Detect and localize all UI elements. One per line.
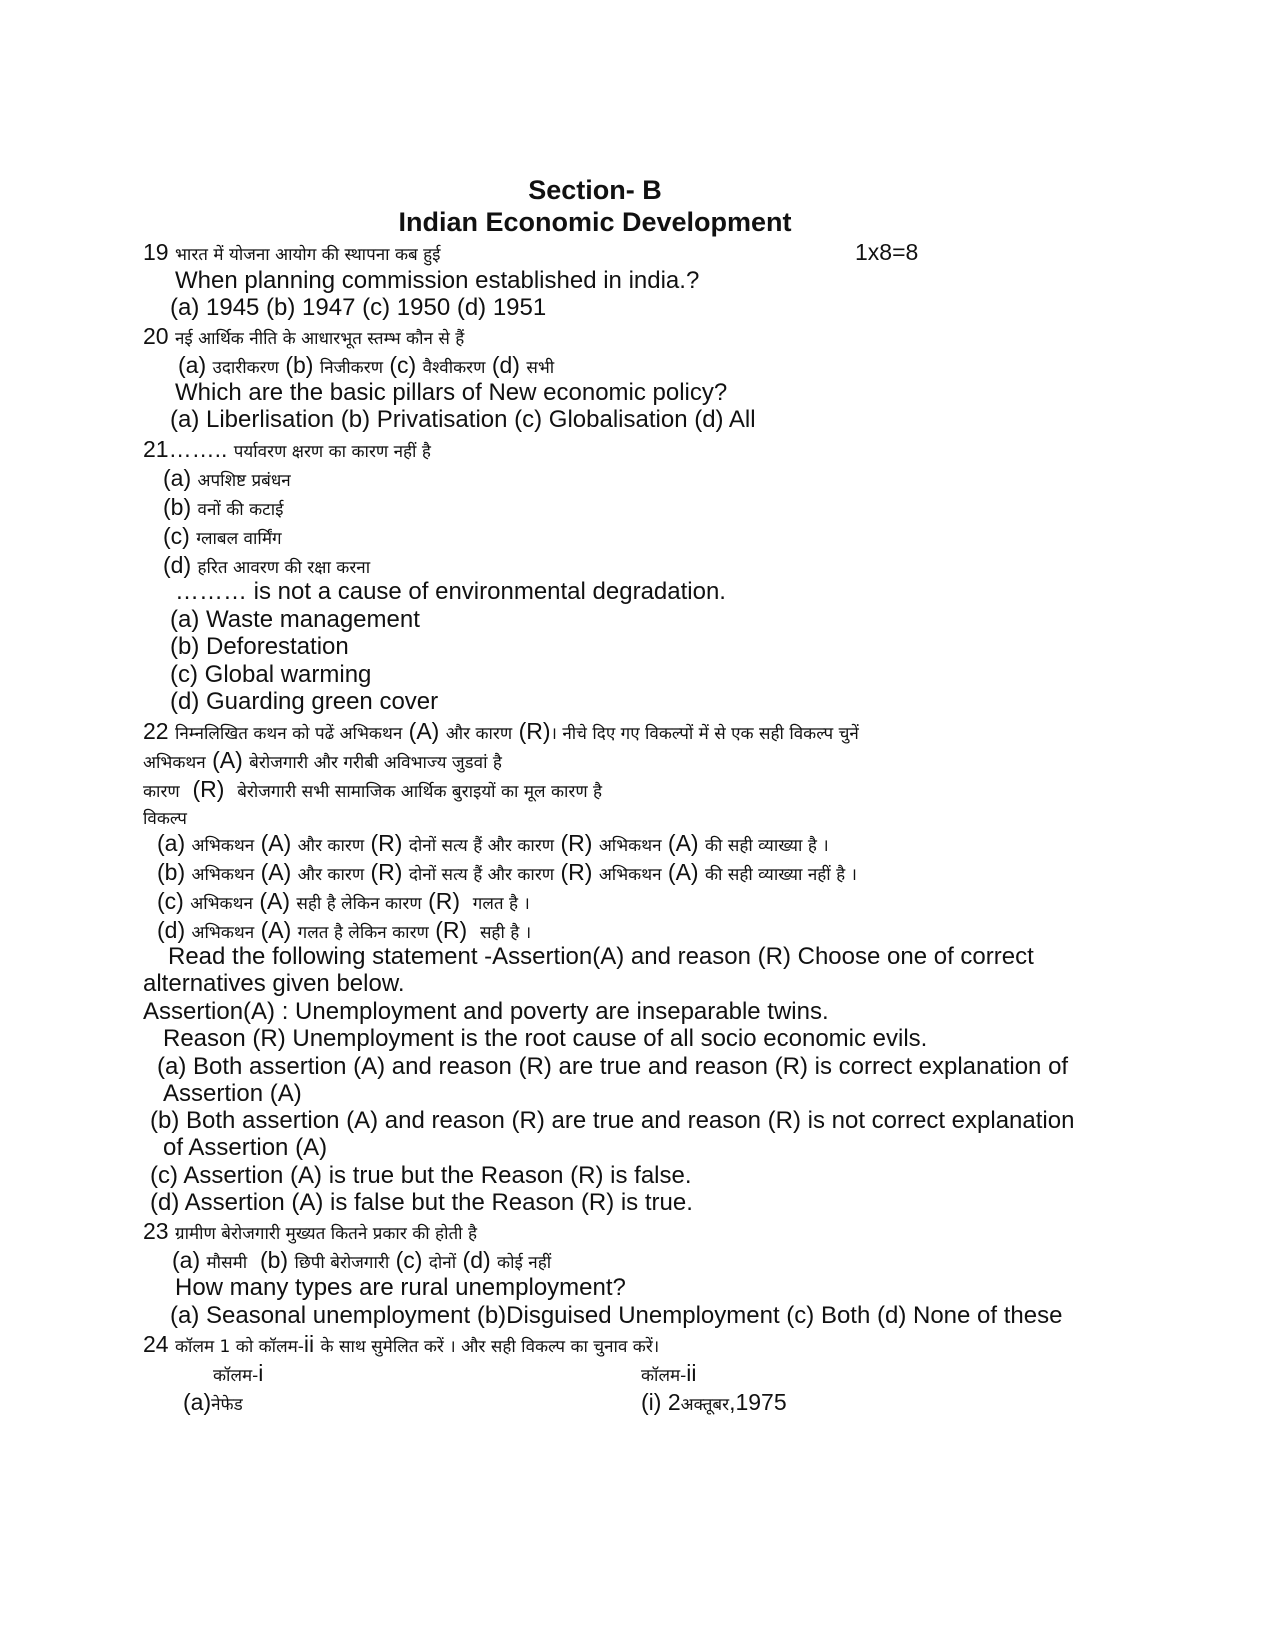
q22-hindi-option-d: (d) अभिकथन (A) गलत है लेकिन कारण (R) सही है ।: [157, 917, 532, 943]
q22-option-c: (c) Assertion (A) is true but the Reason (R) is false.: [150, 1162, 692, 1189]
q22-hindi-assertion: अभिकथन (A) बेरोजगारी और गरीबी अविभाज्य जुडवां है: [143, 747, 502, 773]
q22-option-b-line2: of Assertion (A): [163, 1134, 328, 1161]
q21-hindi-option-a: (a) अपशिष्ट प्रबंधन: [163, 465, 291, 491]
q23-hindi-options: (a) मौसमी (b) छिपी बेरोजगारी (c) दोनों (d) कोई नहीं: [172, 1247, 552, 1273]
q24-row-1-right: (i) 2अक्तूबर,1975: [641, 1389, 787, 1415]
q24-hindi: 24 कॉलम 1 को कॉलम-ii के साथ सुमेलित करें । और सही विकल्प का चुनाव करें।: [143, 1331, 660, 1357]
question-number: 23: [143, 1218, 169, 1244]
q21-hindi-option-c: (c) ग्लाबल वार्मिंग: [163, 523, 282, 549]
q21-english: ……… is not a cause of environmental degradation.: [175, 578, 726, 605]
q21-option-a: (a) Waste management: [170, 606, 420, 633]
q22-english-assertion: Assertion(A) : Unemployment and poverty are inseparable twins.: [143, 998, 829, 1025]
q23-options: (a) Seasonal unemployment (b)Disguised Unemployment (c) Both (d) None of these: [170, 1302, 1063, 1329]
q21-option-c: (c) Global warming: [170, 661, 372, 688]
q22-english-reason: Reason (R) Unemployment is the root cause of all socio economic evils.: [163, 1025, 928, 1052]
question-number: 22: [143, 718, 169, 744]
q19-hindi: [143, 238, 441, 269]
question-text-hindi: नई आर्थिक नीति के आधारभूत स्तम्भ कौन से हैं: [174, 329, 465, 349]
q19-english: When planning commission established in india.?: [175, 267, 700, 294]
q22-hindi-option-a: (a) अभिकथन (A) और कारण (R) दोनों सत्य हैं और कारण (R) अभिकथन (A) की सही व्याख्या है ।: [157, 830, 829, 856]
q19-options: (a) 1945 (b) 1947 (c) 1950 (d) 1951: [170, 294, 547, 321]
q22-english-intro-1: Read the following statement -Assertion(A) and reason (R) Choose one of correct: [168, 943, 1034, 970]
q20-options: (a) Liberlisation (b) Privatisation (c) Globalisation (d) All: [170, 406, 756, 433]
q22-hindi-option-b: (b) अभिकथन (A) और कारण (R) दोनों सत्य हैं और कारण (R) अभिकथन (A) की सही व्याख्या नहीं है ।: [157, 859, 857, 885]
question-number: 20: [143, 323, 169, 349]
question-text-hindi: भारत में योजना आयोग की स्थापना कब हुई: [174, 245, 441, 265]
question-text-hindi: ग्रामीण बेरोजगारी मुख्यत कितने प्रकार की होती है: [174, 1224, 478, 1244]
q21-hindi-option-d: (d) हरित आवरण की रक्षा करना: [163, 552, 371, 578]
column-2-header: कॉलम-ii: [641, 1360, 697, 1386]
column-1-header: कॉलम-i: [213, 1360, 264, 1386]
q23-english: How many types are rural unemployment?: [175, 1274, 626, 1301]
question-text-hindi: पर्यावरण क्षरण का कारण नहीं है: [233, 442, 431, 462]
question-number: 21: [143, 436, 169, 462]
question-number: 19: [143, 239, 169, 265]
q20-hindi-options: (a) उदारीकरण (b) निजीकरण (c) वैश्वीकरण (d) सभी: [178, 352, 555, 378]
q24-row-1-left: (a)नेफेड: [183, 1389, 243, 1415]
marks-label: 1x8=8: [855, 239, 919, 265]
q22-english-intro-2: alternatives given below.: [143, 970, 405, 997]
q22-hindi-reason: कारण (R) बेरोजगारी सभी सामाजिक आर्थिक बुराइयों का मूल कारण है: [143, 776, 603, 802]
q22-option-a-line2: Assertion (A): [163, 1080, 302, 1107]
q21-option-b: (b) Deforestation: [170, 633, 349, 660]
q21-hindi-option-b: (b) वनों की कटाई: [163, 494, 284, 520]
section-subtitle: Indian Economic Development: [398, 207, 792, 237]
q22-option-d: (d) Assertion (A) is false but the Reason (R) is true.: [150, 1189, 693, 1216]
q22-hindi-intro: 22 निम्नलिखित कथन को पढें अभिकथन (A) और कारण (R)। नीचे दिए गए विकल्पों में से एक सही विकल्प चुनें: [143, 718, 859, 744]
q23-hindi: [143, 1217, 477, 1248]
q22-options-label: विकल्प: [143, 809, 187, 829]
q20-english: Which are the basic pillars of New economic policy?: [175, 379, 728, 406]
question-number: 24: [143, 1331, 169, 1357]
q20-hindi: [143, 322, 464, 353]
q22-option-b-line1: (b) Both assertion (A) and reason (R) are true and reason (R) is not correct explanation: [150, 1107, 1075, 1134]
q21-option-d: (d) Guarding green cover: [170, 688, 439, 715]
q22-option-a-line1: (a) Both assertion (A) and reason (R) are true and reason (R) is correct explanation of: [157, 1053, 1069, 1080]
q22-hindi-option-c: (c) अभिकथन (A) सही है लेकिन कारण (R) गलत है ।: [157, 888, 530, 914]
section-title: Section- B: [528, 175, 662, 205]
q21-hindi: 21…….. पर्यावरण क्षरण का कारण नहीं है: [143, 436, 431, 462]
